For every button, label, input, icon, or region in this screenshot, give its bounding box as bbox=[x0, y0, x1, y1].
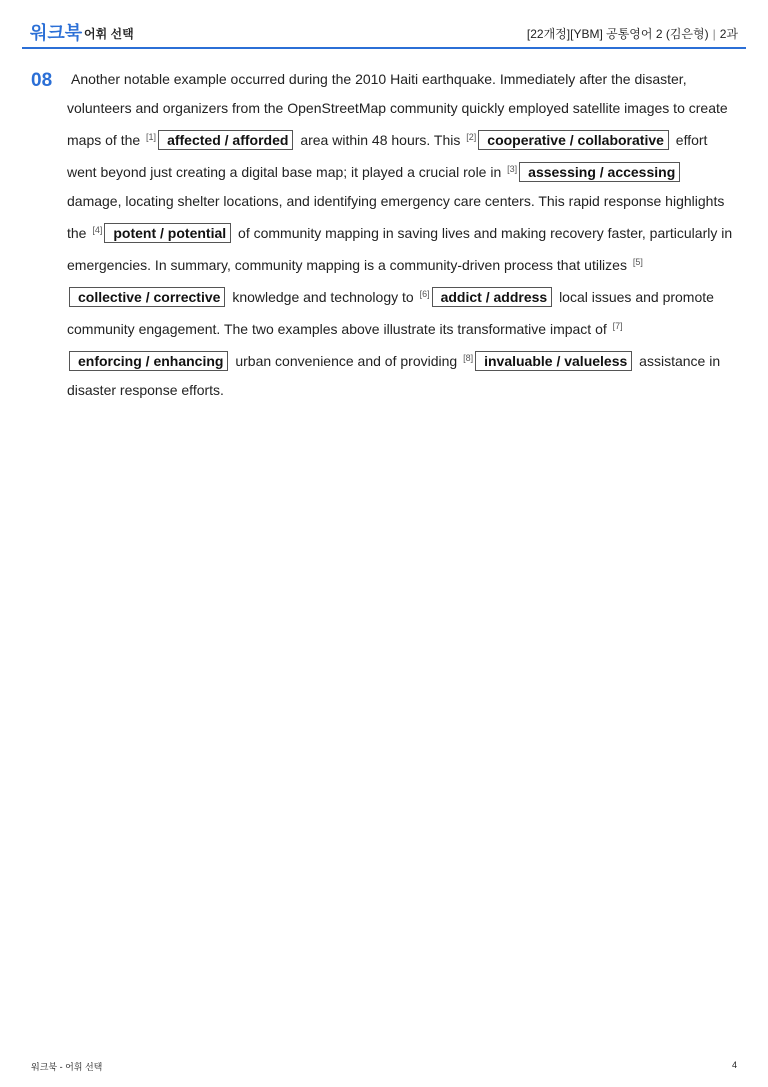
passage-text: damage, locating shelter locations, and identifying emergency care centers. This rapid response highlights the bbox=[67, 193, 725, 241]
passage-text: Another notable example occurred during the 2010 Haiti earthquake. Immediately after the disaster, volunteers and organizers from the OpenStreetMap community quickly employed satellite images to create maps of the bbox=[67, 71, 728, 148]
choice-box-4[interactable]: potent / potential bbox=[104, 223, 231, 243]
header-divider bbox=[22, 47, 746, 49]
passage-text: local issues and promote community engagement. The two examples above illustrate its transformative impact of bbox=[67, 289, 714, 337]
section-subtitle: 어휘 선택 bbox=[84, 27, 134, 41]
passage-text: urban convenience and of providing bbox=[235, 353, 458, 369]
page-number: 4 bbox=[732, 1060, 738, 1070]
page-header bbox=[30, 22, 744, 44]
choice-box-3[interactable]: assessing / accessing bbox=[519, 162, 680, 182]
choice-box-8[interactable]: invaluable / valueless bbox=[475, 351, 632, 371]
choice-box-2[interactable]: cooperative / collaborative bbox=[478, 130, 669, 150]
passage-text: assistance in disaster response efforts. bbox=[67, 353, 721, 398]
header-separator: | bbox=[712, 27, 716, 41]
blank-marker-6: [6] bbox=[419, 289, 430, 299]
blank-marker-2: [2] bbox=[466, 132, 477, 142]
blank-marker-5: [5] bbox=[632, 257, 643, 267]
blank-marker-3: [3] bbox=[507, 164, 518, 174]
lesson-label: 2과 bbox=[719, 27, 738, 41]
blank-marker-8: [8] bbox=[463, 353, 474, 363]
question-passage bbox=[67, 65, 735, 405]
choice-box-5[interactable]: collective / corrective bbox=[69, 287, 225, 307]
choice-box-7[interactable]: enforcing / enhancing bbox=[69, 351, 228, 371]
choice-box-1[interactable]: affected / afforded bbox=[158, 130, 293, 150]
passage-paragraph bbox=[67, 65, 735, 405]
footer-label: 워크북 - 어휘 선택 bbox=[31, 1062, 103, 1072]
question-number: 08 bbox=[31, 70, 53, 91]
passage-text: effort went beyond just creating a digital base map; it played a crucial role in bbox=[67, 132, 708, 180]
choice-box-6[interactable]: addict / address bbox=[432, 287, 553, 307]
passage-text: of community mapping in saving lives and making recovery faster, particularly in emergencies. In summary, community mapping is a community-driven process that utilizes bbox=[67, 225, 733, 273]
source-info bbox=[527, 26, 738, 42]
brand-title: 워크북 bbox=[30, 23, 83, 43]
passage-text: area within 48 hours. This bbox=[300, 132, 461, 148]
blank-marker-4: [4] bbox=[92, 225, 103, 235]
blank-marker-7: [7] bbox=[612, 321, 623, 331]
source-title: [22개정][YBM] 공통영어 2 (김은형) bbox=[526, 27, 709, 41]
blank-marker-1: [1] bbox=[146, 132, 157, 142]
passage-text: knowledge and technology to bbox=[232, 289, 414, 305]
